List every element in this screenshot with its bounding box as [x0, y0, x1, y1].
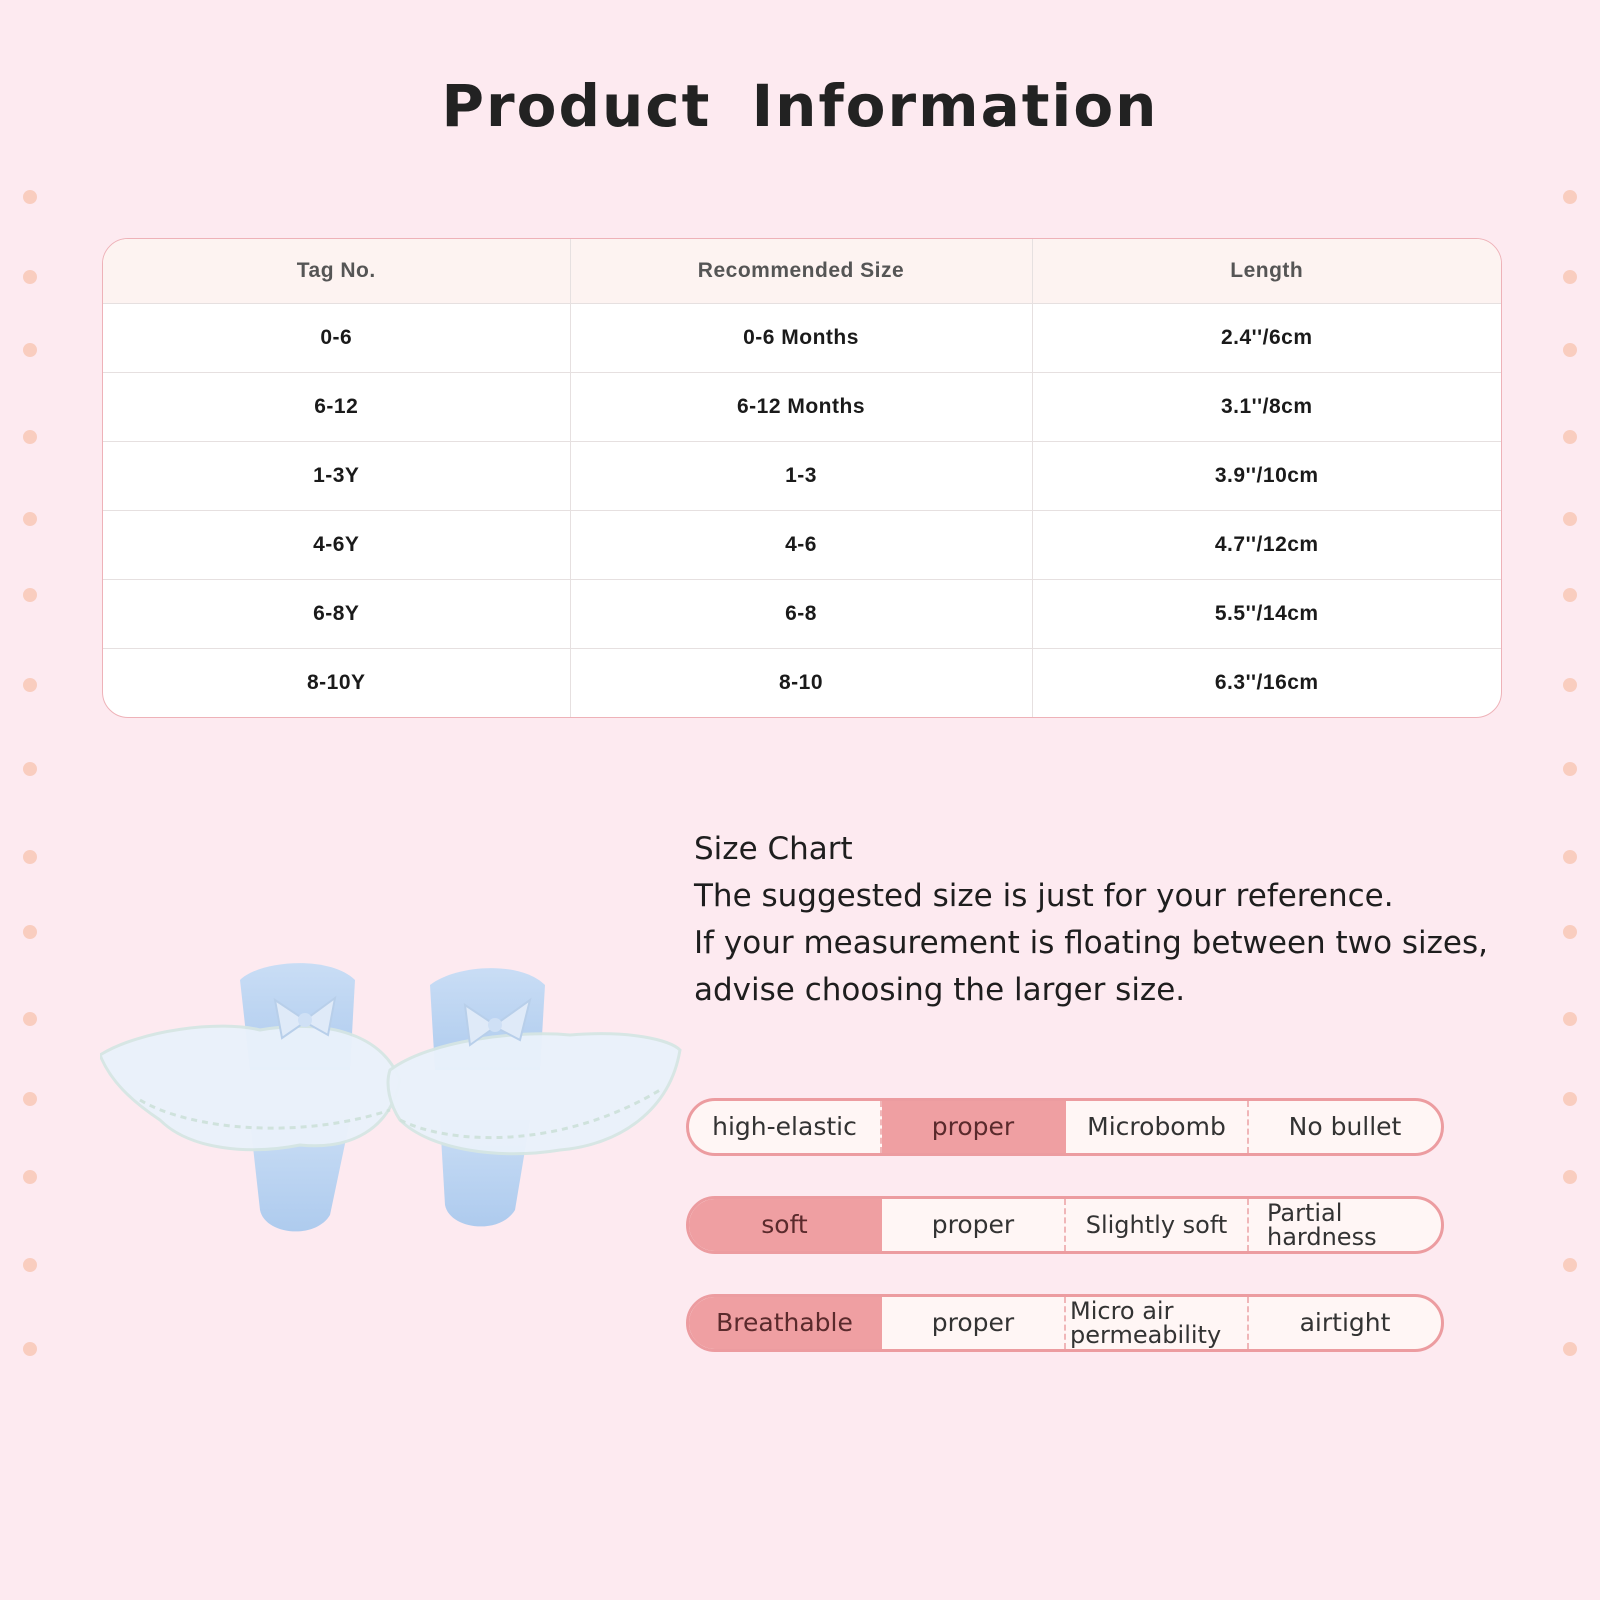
- table-header-row: [103, 239, 1501, 303]
- decorative-dot: [1563, 588, 1577, 602]
- size-chart-heading: Size Chart: [694, 831, 853, 867]
- table-row: [103, 372, 1501, 441]
- decorative-dot: [23, 190, 37, 204]
- description-line: advise choosing the larger size.: [694, 972, 1186, 1008]
- cell-length: 3.9''/10cm: [1032, 441, 1501, 510]
- decorative-dot: [1563, 678, 1577, 692]
- decorative-dot: [1563, 430, 1577, 444]
- table-row: [103, 303, 1501, 372]
- decorative-dot: [23, 1092, 37, 1106]
- cell-size: 6-8: [570, 579, 1032, 648]
- size-chart-description: [694, 826, 1574, 1014]
- decorative-dot: [23, 430, 37, 444]
- cell-tag: 4-6Y: [103, 510, 570, 579]
- scale-option-airtight: airtight: [1299, 1308, 1391, 1337]
- page-title: Product Information: [441, 72, 1159, 140]
- cell-size: 8-10: [570, 648, 1032, 717]
- cell-length: 6.3''/16cm: [1214, 670, 1319, 694]
- cell-length: 3.1''/8cm: [1032, 372, 1501, 441]
- decorative-dot: [23, 1258, 37, 1272]
- decorative-dot: [1563, 1258, 1577, 1272]
- decorative-dot: [1563, 190, 1577, 204]
- cell-length: 2.4''/6cm: [1032, 303, 1501, 372]
- cell-size: 4-6: [570, 510, 1032, 579]
- softness-scale: [686, 1196, 1444, 1254]
- cell-size: 6-12 Months: [570, 372, 1032, 441]
- table-row: [103, 648, 1501, 717]
- decorative-dot: [23, 850, 37, 864]
- header-tag-no: Tag No.: [103, 239, 570, 303]
- cell-tag: 1-3Y: [103, 441, 570, 510]
- header-length: Length: [1032, 239, 1501, 303]
- size-table: [102, 238, 1502, 718]
- decorative-dot: [23, 343, 37, 357]
- decorative-dot: [1563, 1092, 1577, 1106]
- decorative-dot: [1563, 270, 1577, 284]
- scale-option-micro-air-permeability: Micro air permeability: [1066, 1297, 1249, 1349]
- scale-option-soft: soft: [689, 1199, 882, 1251]
- left-sock: [100, 963, 400, 1231]
- decorative-dot: [23, 678, 37, 692]
- socks-image: [100, 960, 700, 1260]
- description-line: If your measurement is floating between two sizes,: [694, 925, 1488, 961]
- scale-option-microbomb: Microbomb: [1066, 1101, 1249, 1153]
- cell-size: 0-6 Months: [570, 303, 1032, 372]
- decorative-dot: [23, 1342, 37, 1356]
- cell-tag: 6-8Y: [103, 579, 570, 648]
- cell-tag: 6-12: [103, 372, 570, 441]
- decorative-dot: [1563, 1170, 1577, 1184]
- decorative-dot: [23, 512, 37, 526]
- decorative-dot: [23, 270, 37, 284]
- cell-length: 5.5''/14cm: [1032, 579, 1501, 648]
- decorative-dot: [1563, 1342, 1577, 1356]
- cell-length: 4.7''/12cm: [1032, 510, 1501, 579]
- elasticity-scale: [686, 1098, 1444, 1156]
- decorative-dot: [1563, 1012, 1577, 1026]
- scale-option-slightly-soft: Slightly soft: [1066, 1199, 1249, 1251]
- table-row: [103, 510, 1501, 579]
- scale-option-breathable: Breathable: [689, 1297, 882, 1349]
- scale-option-proper: proper: [882, 1199, 1066, 1251]
- decorative-dots-left: [20, 0, 40, 1600]
- scale-option-partial-hardness: Partial hardness: [1267, 1199, 1377, 1251]
- scale-option-no-bullet: No bullet: [1288, 1112, 1402, 1141]
- cell-size: 1-3: [570, 441, 1032, 510]
- header-recommended-size: Recommended Size: [570, 239, 1032, 303]
- cell-tag: 8-10Y: [103, 648, 570, 717]
- decorative-dot: [1563, 343, 1577, 357]
- decorative-dot: [23, 1012, 37, 1026]
- breathability-scale: [686, 1294, 1444, 1352]
- decorative-dot: [1563, 762, 1577, 776]
- scale-option-proper: proper: [882, 1101, 1066, 1153]
- decorative-dot: [23, 1170, 37, 1184]
- decorative-dots-right: [1560, 0, 1580, 1600]
- scale-option-proper: proper: [882, 1297, 1066, 1349]
- scale-option-high-elastic: high-elastic: [689, 1101, 882, 1153]
- table-row: [103, 441, 1501, 510]
- decorative-dot: [23, 925, 37, 939]
- decorative-dot: [23, 762, 37, 776]
- description-line: The suggested size is just for your reference.: [694, 878, 1394, 914]
- decorative-dot: [1563, 512, 1577, 526]
- right-sock: [388, 968, 680, 1226]
- table-row: [103, 579, 1501, 648]
- decorative-dot: [23, 588, 37, 602]
- cell-tag: 0-6: [103, 303, 570, 372]
